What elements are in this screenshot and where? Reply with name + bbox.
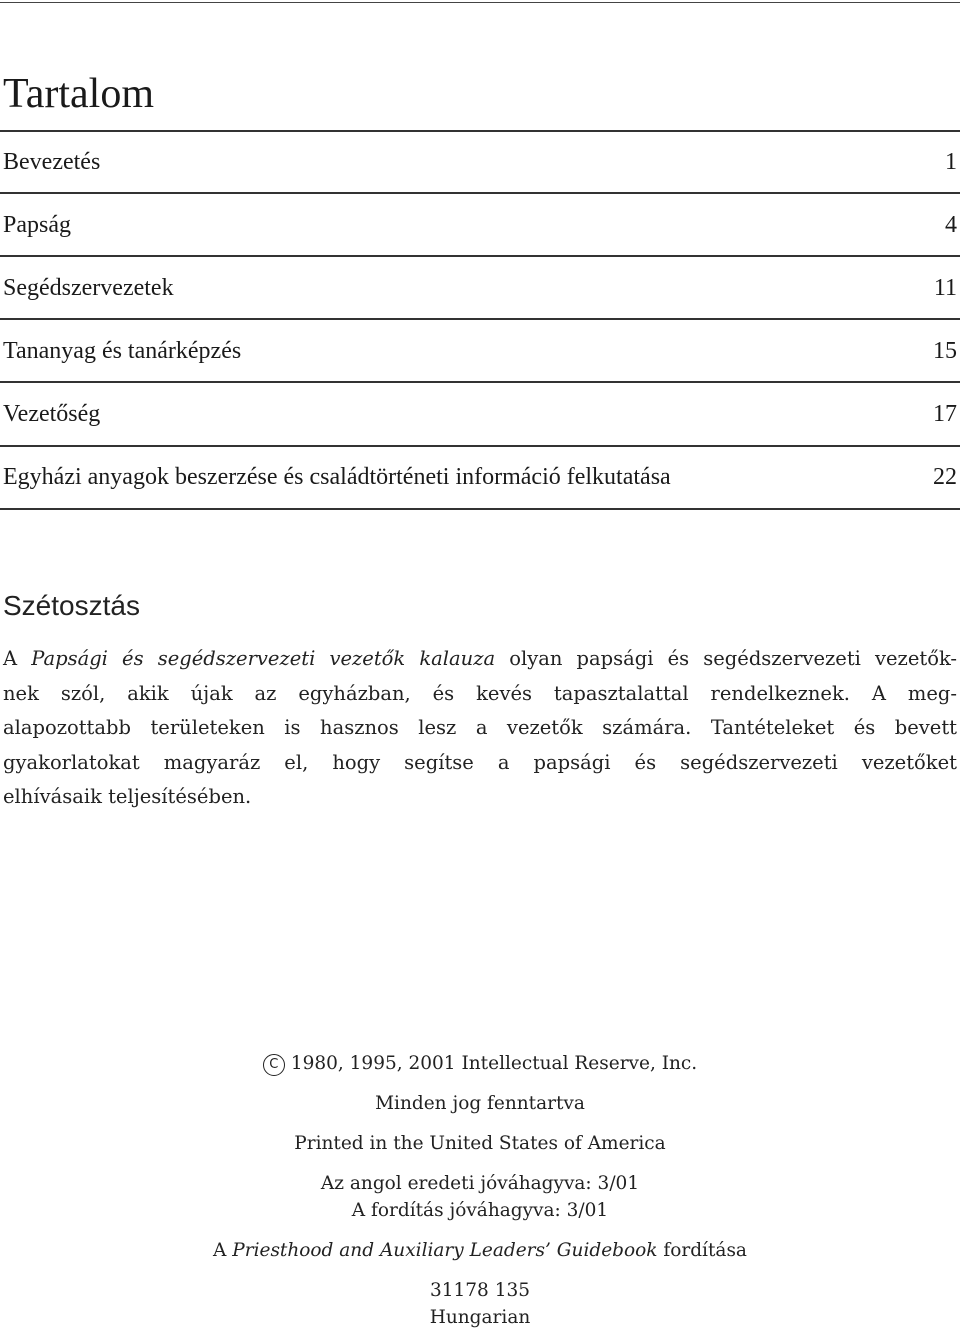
distribution-line: elhívásaik teljesítésében. bbox=[3, 785, 252, 808]
distribution-line: alapozottabb területeken is hasznos lesz a vezetők számára. Tantételeket és bevett bbox=[3, 716, 957, 739]
toc-entry-page: 4 bbox=[945, 212, 957, 238]
item-number: 31178 135 bbox=[429, 1280, 531, 1301]
translation-source-title: Priesthood and Auxiliary Leaders’ Guidebook bbox=[232, 1240, 658, 1261]
distribution-paragraph bbox=[3, 642, 957, 815]
toc-entry-label: Tananyag és tanárképzés bbox=[3, 338, 242, 364]
toc-entry-page: 15 bbox=[933, 338, 957, 364]
guidebook-title: Papsági és segédszervezeti vezetők kalauza bbox=[31, 647, 496, 670]
copyright-icon: C bbox=[263, 1054, 285, 1076]
translation-approval-line: A fordítás jóváhagyva: 3/01 bbox=[351, 1200, 609, 1221]
toc-entry bbox=[0, 394, 960, 434]
toc-entry-label: Vezetőség bbox=[3, 401, 101, 427]
distribution-heading: Szétosztás bbox=[3, 590, 140, 621]
copyright-text: 1980, 1995, 2001 Intellectual Reserve, Inc. bbox=[290, 1053, 698, 1074]
toc-divider bbox=[0, 192, 960, 194]
copyright-line bbox=[0, 1051, 960, 1077]
toc-divider bbox=[0, 318, 960, 320]
toc-entry-label: Papság bbox=[3, 212, 71, 238]
distribution-line: nek szól, akik újak az egyházban, és kevés tapasztalattal rendelkeznek. A meg- bbox=[3, 681, 957, 705]
toc-entry bbox=[0, 268, 960, 308]
toc-entry-page: 1 bbox=[945, 149, 957, 175]
toc-divider bbox=[0, 130, 960, 132]
toc-entry bbox=[0, 205, 960, 245]
toc-entry bbox=[0, 142, 960, 182]
toc-entry-page: 17 bbox=[933, 401, 957, 427]
distribution-line bbox=[3, 642, 957, 677]
toc-entry bbox=[0, 331, 960, 371]
toc-divider bbox=[0, 445, 960, 447]
translation-of-line bbox=[0, 1238, 960, 1264]
toc-entry-page: 11 bbox=[933, 275, 957, 301]
toc-entry-label: Egyházi anyagok beszerzése és családtörténeti információ felkutatása bbox=[3, 464, 671, 490]
distribution-line: gyakorlatokat magyaráz el, hogy segítse a papsági és segédszervezeti vezetőket bbox=[3, 750, 957, 774]
toc-entry-label: Segédszervezetek bbox=[3, 275, 174, 301]
translation-suffix: fordítása bbox=[663, 1240, 747, 1261]
rights-line: Minden jog fenntartva bbox=[375, 1093, 585, 1114]
toc-entry-label: Bevezetés bbox=[3, 149, 101, 175]
translation-prefix: A bbox=[213, 1240, 227, 1261]
toc-divider bbox=[0, 508, 960, 510]
toc-divider bbox=[0, 255, 960, 257]
distribution-line-text: olyan papsági és segédszervezeti vezetők- bbox=[509, 647, 958, 670]
top-rule bbox=[0, 2, 960, 3]
english-approval-line: Az angol eredeti jóváhagyva: 3/01 bbox=[320, 1173, 640, 1194]
language-label: Hungarian bbox=[429, 1307, 531, 1328]
toc-title: Tartalom bbox=[3, 71, 154, 117]
toc-divider bbox=[0, 381, 960, 383]
toc-entry-page: 22 bbox=[933, 464, 957, 490]
distribution-line-prefix: A bbox=[3, 647, 18, 670]
printed-line: Printed in the United States of America bbox=[294, 1133, 666, 1154]
toc-entry bbox=[0, 457, 960, 497]
